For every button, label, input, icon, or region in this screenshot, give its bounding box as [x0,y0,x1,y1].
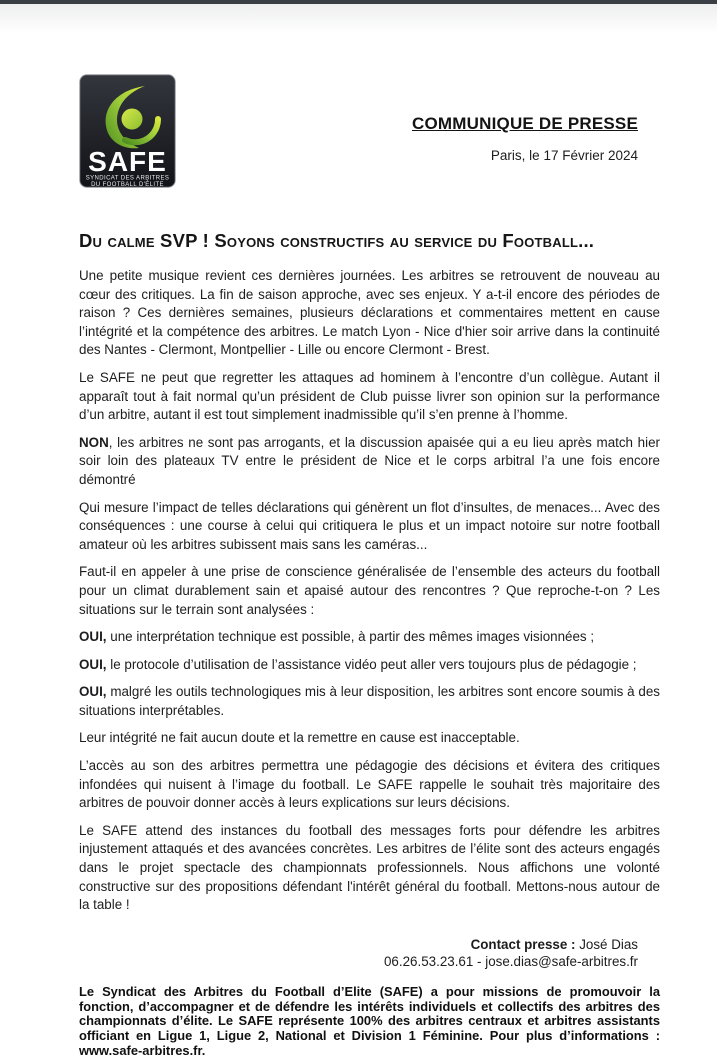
paragraph-lead: OUI, [79,629,107,645]
paragraph: OUI, le protocole d’utilisation de l’assistance vidéo peut aller vers toujours plus de pédagogie ; [79,656,637,672]
document-header [79,74,660,188]
contact-label: Contact presse : [470,936,576,952]
logo-subtitle-line1: SYNDICAT DES ARBITRES [85,175,170,182]
paragraph-lead: OUI, [79,684,107,700]
safe-logo-icon [79,74,176,188]
dateline: Paris, le 17 Février 2024 [490,148,638,163]
paragraph-lead: NON [79,434,109,450]
paragraph: Une petite musique revient ces dernières journées. Les arbitres se retrouvent de nouveau au cœur des critiques. La fin de saison approche, avec ses enjeux. Y a-t-il encore des périodes de raison ? Ces dernières semaines, plusieurs déclarations et commentaires mettent en cause l’intégrité et la compétence des arbitres. Le match Lyon - Nice d'hier soir arrive dans la continuité des Nantes - Clermont, Montpellier - Lille ou encore Clermont - Brest. [79,268,660,358]
press-release [0,74,717,1059]
press-release-heading: COMMUNIQUE DE PRESSE [412,114,638,133]
contact-block [79,937,660,970]
page-top-shadow [0,4,717,34]
window-top-edge [0,0,717,4]
logo-wordmark: SAFE [88,146,167,177]
contact-line [79,937,638,953]
footer-boilerplate: Le Syndicat des Arbitres du Football d’Elite (SAFE) a pour missions de promouvoir la fonction, d’accompagner et de défendre les intérêts individuels et collectifs des arbitres des championnats d’élite. Le SAFE représente 100% des arbitres centraux et arbitres assistants officiant en Ligue 1, Ligue 2, National et Division 1 Féminine. Pour plus d’informations : www.safe-arbitres.fr. [79,983,660,1058]
header-right-block [412,74,660,163]
contact-details: 06.26.53.23.61 - jose.dias@safe-arbitres.fr [383,953,638,969]
paragraph: L’accès au son des arbitres permettra une pédagogie des décisions et évitera des critiques infondées qui nuisent à l’image du football. Le SAFE rappelle le souhait très majoritaire des arbitres de pouvoir donner accès à leurs explications sur leurs décisions. [79,758,660,811]
paragraph: Le SAFE ne peut que regretter les attaques ad hominem à l’encontre d’un collègue. Autant il apparaît tout à fait normal qu’un président de Club puisse livrer son opinion sur la performance d’un arbitre, autant il est tout simplement inadmissible qu’il s’en prenne à l’homme. [79,369,660,423]
contact-name: José Dias [575,936,638,952]
paragraph-lead: OUI, [79,656,107,672]
article-body [79,267,660,915]
logo-subtitle-line2: DU FOOTBALL D'ÉLITE [91,182,164,188]
paragraph: Faut-il en appeler à une prise de conscience généralisée de l’ensemble des acteurs du football pour un climat durablement sain et apaisé autour des rencontres ? Que reproche-t-on ? Les situations sur le terrain sont analysées : [79,564,660,617]
paragraph: Qui mesure l’impact de telles déclarations qui génèrent un flot d’insultes, de menaces... Avec des conséquences : une course à celui qui critiquera le plus et un impact notoire sur notre football amateur où les arbitres subissent mais sans les caméras... [79,499,660,552]
paragraph: Le SAFE attend des instances du football des messages forts pour défendre les arbitres injustement attaqués et des avancées concrètes. Les arbitres de l’élite sont des acteurs engagés dans le projet spectacle des championnats professionnels. Nous affichons une volonté constructive sur des propositions défendant l'intérêt général du football. Mettons-nous autour de la table ! [79,822,660,913]
paragraph: NON, les arbitres ne sont pas arrogants, et la discussion apaisée qui a eu lieu après match hier soir loin des plateaux TV entre le président de Nice et le corps arbitral l’a une fois encore démontré [79,434,660,487]
paragraph: OUI, malgré les outils technologiques mis à leur disposition, les arbitres sont encore soumis à des situations interprétables. [79,684,660,718]
paragraph: Leur intégrité ne fait aucun doute et la remettre en cause est inacceptable. [79,730,520,746]
document-title: Du calme SVP ! Soyons constructifs au service du Football... [79,230,595,251]
paragraph: OUI, une interprétation technique est possible, à partir des mêmes images visionnées ; [79,629,595,645]
safe-logo [79,74,176,188]
